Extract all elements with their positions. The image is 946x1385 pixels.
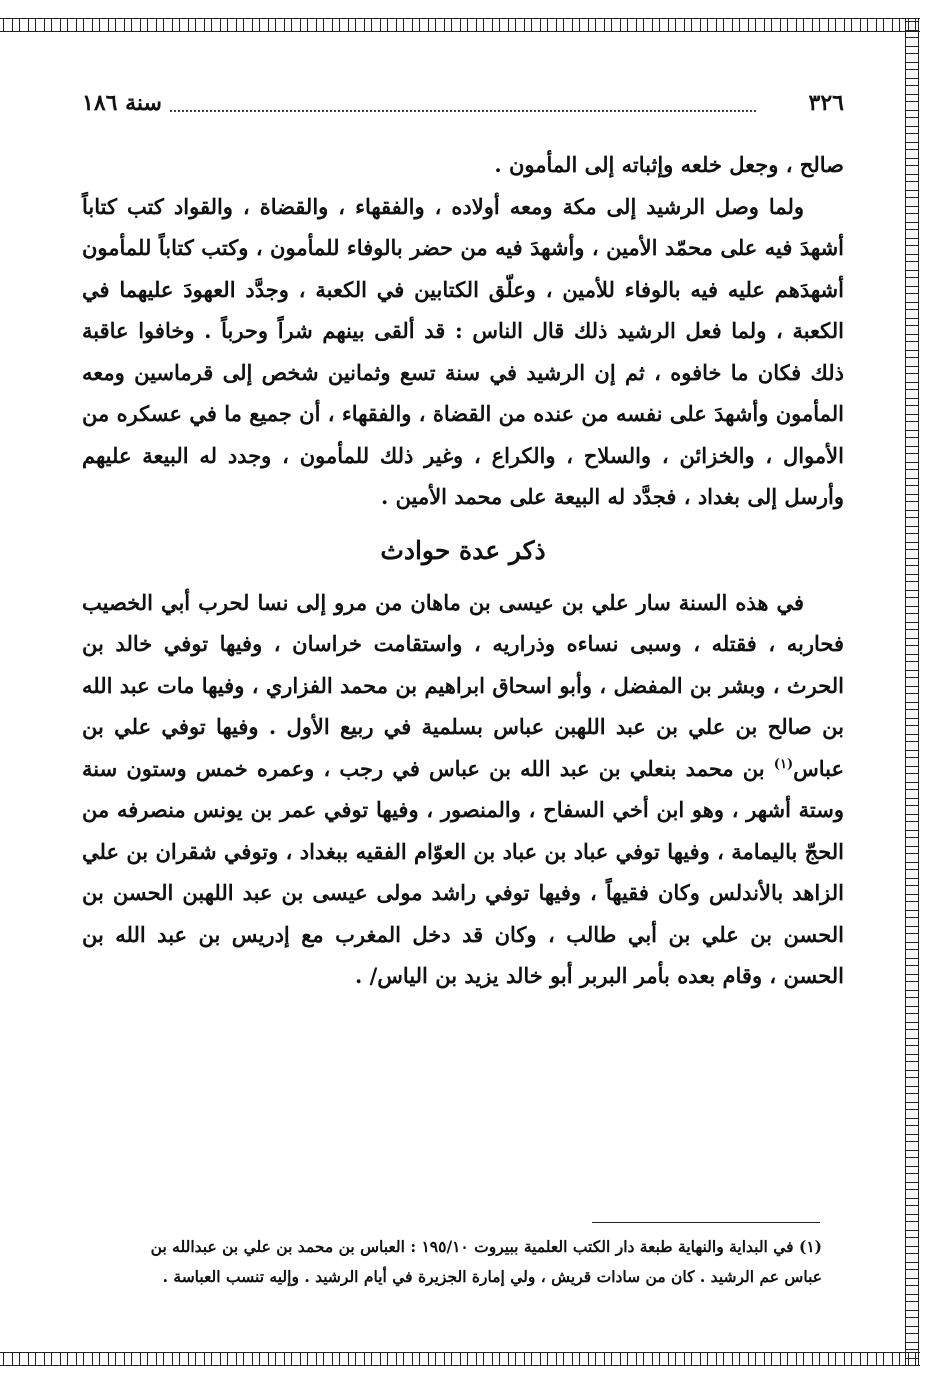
page-content [82, 80, 844, 997]
footnote-line-2: عباس عم الرشيد . كان من سادات قريش ، ولي إمارة الجزيرة في أيام الرشيد . وإليه تنسب العباسة . [162, 1267, 822, 1286]
events-text-part2: بن محمد بنعلي بن عبد الله بن عباس في رجب ، وعمره خمس وستون سنة وستة أشهر ، وهو ابن أخي السفاح ، والمنصور ، وفيها توفي عمر بن يونس منصرفه من الحجّ باليمامة ، وفيها توفي عباد بن عباد بن العوّام الفقيه ببغداد ، وتوفي شقران بن علي الزاهد بالأندلس وكان فقيهاً ، وفيها توفي راشد مولى عيسى بن عبد اللهبن الحسن بن الحسن بن علي بن أبي طالب ، وكان قد دخل المغرب مع إدريس بن عبد الله بن الحسن ، وقام بعده بأمر البربر أبو خالد يزيد بن الياس/ . [82, 755, 844, 988]
decorative-border-right [905, 18, 919, 1366]
paragraph-events [82, 582, 844, 997]
running-title-year: سنة ١٨٦ [82, 90, 162, 116]
page-number: ٣٢٦ [808, 90, 844, 116]
running-header [82, 80, 844, 122]
footnote-reference: (١) [773, 756, 794, 772]
section-heading: ذكر عدة حوادث [380, 535, 546, 565]
footnote-line-1: (١) في البداية والنهاية طبعة دار الكتب العلمية ببيروت ١٩٥/١٠ : العباس بن محمد بن علي بن عبدالله بن [150, 1237, 822, 1256]
decorative-border-top [0, 18, 920, 32]
decorative-border-bottom [0, 1352, 920, 1366]
footnote-block [82, 1232, 822, 1292]
intro-line: صالح ، وجعل خلعه وإثباته إلى المأمون . [494, 152, 844, 177]
events-text-part1: في هذه السنة سار علي بن عيسى بن ماهان من مرو إلى نسا لحرب أبي الخصيب فحاربه ، فقتله ، وسبى نساءه وذراريه ، واستقامت خراسان ، وفيها توفي خالد بن الحرث ، وبشر بن المفضل ، وأبو اسحاق ابراهيم بن محمد الفزاري ، وفيها مات عبد الله بن صالح بن علي بن عبد اللهبن عباس بسلمية في ربيع الأول . وفيها توفي علي بن عباس [82, 589, 844, 781]
paragraph-rashid-mecca: ولما وصل الرشيد إلى مكة ومعه أولاده ، والفقهاء ، والقضاة ، والقواد كتب كتاباً أشهدَ فيه على محمّد الأمين ، وأشهدَ فيه من حضر بالوفاء للمأمون ، وكتب كتاباً للمأمون أشهدَهم عليه فيه بالوفاء للأمين ، وعلّق الكتابين في الكعبة ، وجدَّد العهودَ عليهما في الكعبة ، ولما فعل الرشيد ذلك قال الناس : قد ألقى بينهم شراً وحرباً . وخافوا عاقبة ذلك فكان ما خافوه ، ثم إن الرشيد في سنة تسع وثمانين شخص إلى قرماسين ومعه المأمون وأشهدَ على نفسه من عنده من القضاة ، والفقهاء ، أن جميع ما في عسكره من الأموال ، والخزائن ، والسلاح ، والكراع ، وغير ذلك للمأمون ، وجدد له البيعة عليهم وأرسل إلى بغداد ، فجدَّد له البيعة على محمد الأمين . [82, 193, 845, 509]
footnote-separator [592, 1222, 820, 1223]
main-text [82, 144, 844, 997]
header-dotted-leader [170, 110, 756, 112]
